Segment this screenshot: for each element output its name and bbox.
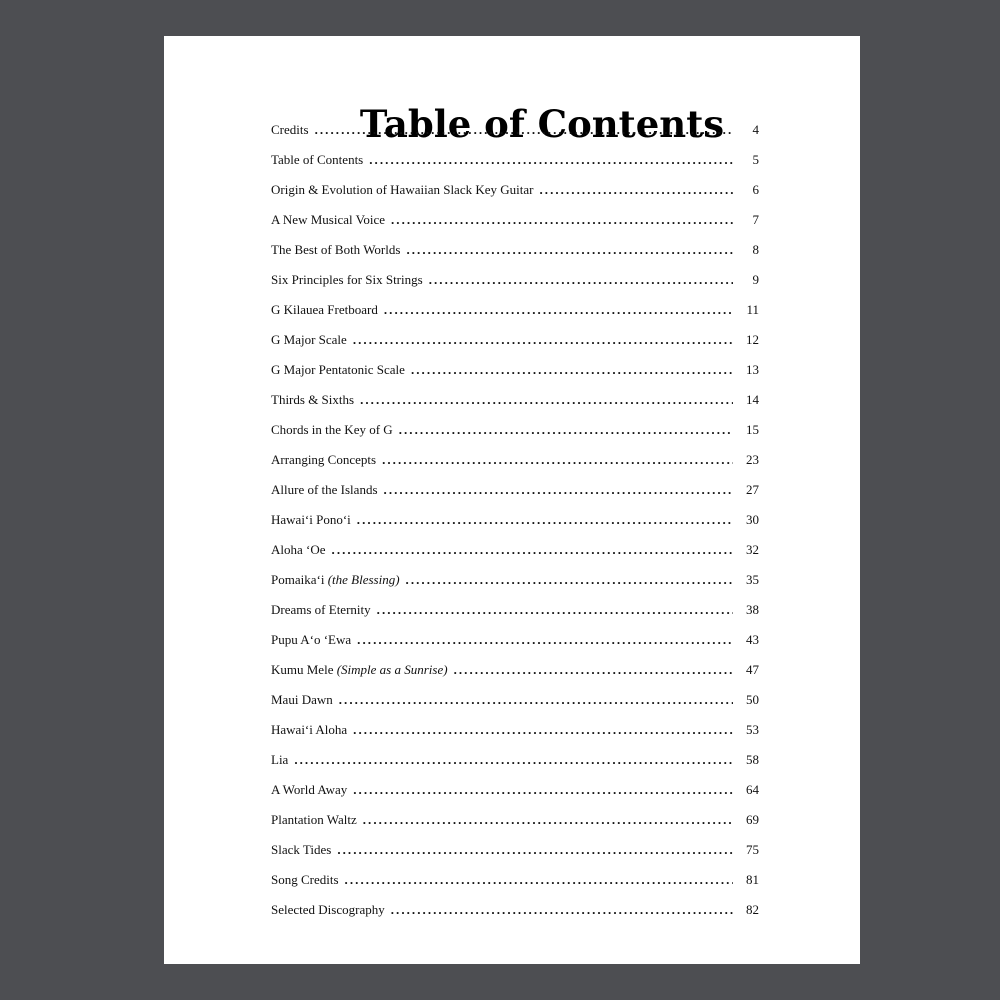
- dot-leader: [391, 210, 733, 230]
- dot-leader: [384, 480, 733, 500]
- toc-entry: [271, 240, 759, 270]
- toc-page-number: 15: [746, 422, 759, 437]
- dot-leader: [345, 870, 733, 890]
- toc-entry: [271, 870, 759, 900]
- toc-entry: [271, 510, 759, 540]
- toc-entry: [271, 420, 759, 450]
- toc-entry-title: Table of Contents: [271, 152, 364, 167]
- toc-page-number: 14: [746, 392, 759, 407]
- toc-entry: [271, 630, 759, 660]
- toc-entry-title: Origin & Evolution of Hawaiian Slack Key Guitar: [271, 182, 534, 197]
- toc-page-number: 13: [746, 362, 759, 377]
- toc-page-number: 64: [746, 782, 759, 797]
- dot-leader: [357, 510, 733, 530]
- toc-entry: [271, 300, 759, 330]
- toc-page-number: 9: [752, 272, 759, 287]
- dot-leader: [353, 780, 733, 800]
- toc-entry: [271, 150, 759, 180]
- dot-leader: [539, 180, 733, 200]
- toc-entry-title: Selected Discography: [271, 902, 385, 917]
- dot-leader: [337, 840, 733, 860]
- toc-entry-title: Lia: [271, 752, 289, 767]
- toc-entry-title: Hawai‘i Pono‘i: [271, 512, 351, 527]
- toc-entry-title: Pupu A‘o ‘Ewa: [271, 632, 352, 647]
- toc-entry: [271, 840, 759, 870]
- toc-entry-title: Dreams of Eternity: [271, 602, 371, 617]
- dot-leader: [454, 660, 733, 680]
- toc-page-number: 58: [746, 752, 759, 767]
- toc-entry: [271, 120, 759, 150]
- toc-page-number: 69: [746, 812, 759, 827]
- toc-entry-title: G Major Scale: [271, 332, 347, 347]
- dot-leader: [353, 720, 733, 740]
- toc-entry: [271, 570, 759, 600]
- toc-page-number: 5: [752, 152, 759, 167]
- dot-leader: [406, 240, 733, 260]
- toc-page-number: 82: [746, 902, 759, 917]
- toc-entry: [271, 360, 759, 390]
- dot-leader: [339, 690, 733, 710]
- toc-entry-title: Plantation Waltz: [271, 812, 357, 827]
- toc-entry-title: Maui Dawn: [271, 692, 333, 707]
- toc-entry-title: Song Credits: [271, 872, 339, 887]
- toc-entry: [271, 480, 759, 510]
- dot-leader: [382, 450, 733, 470]
- toc-page-number: 32: [746, 542, 759, 557]
- dot-leader: [357, 630, 733, 650]
- dot-leader: [363, 810, 733, 830]
- toc-page-number: 6: [752, 182, 759, 197]
- toc-entry-title: Hawai‘i Aloha: [271, 722, 348, 737]
- toc-entry-title: Allure of the Islands: [271, 482, 378, 497]
- toc-entry: [271, 690, 759, 720]
- dot-leader: [353, 330, 733, 350]
- toc-entry-title: Thirds & Sixths: [271, 392, 355, 407]
- toc-entry-title: G Major Pentatonic Scale: [271, 362, 405, 377]
- toc-entry: [271, 210, 759, 240]
- toc-entry-title: G Kilauea Fretboard: [271, 302, 378, 317]
- toc-entry-title: Kumu Mele (Simple as a Sunrise): [271, 662, 448, 677]
- dot-leader: [429, 270, 733, 290]
- toc-page-number: 47: [746, 662, 759, 677]
- dot-leader: [399, 420, 733, 440]
- toc-entry: [271, 180, 759, 210]
- toc-entry-title: The Best of Both Worlds: [271, 242, 401, 257]
- toc-entry-title: Six Principles for Six Strings: [271, 272, 423, 287]
- toc-page-number: 8: [752, 242, 759, 257]
- toc-page-number: 27: [746, 482, 759, 497]
- toc-entry: [271, 270, 759, 300]
- toc-page-number: 53: [746, 722, 759, 737]
- toc-page-number: 50: [746, 692, 759, 707]
- toc-entry-title: A World Away: [271, 782, 348, 797]
- toc-page-number: 30: [746, 512, 759, 527]
- toc-entry: [271, 900, 759, 930]
- toc-page-number: 38: [746, 602, 759, 617]
- dot-leader: [391, 900, 733, 920]
- toc-entry-title: Slack Tides: [271, 842, 332, 857]
- toc-entry-title: Pomaika‘i (the Blessing): [271, 572, 400, 587]
- toc-entry: [271, 330, 759, 360]
- toc-entry: [271, 810, 759, 840]
- toc-entry: [271, 660, 759, 690]
- dot-leader: [406, 570, 733, 590]
- toc-page-number: 11: [746, 302, 759, 317]
- toc-page-number: 81: [746, 872, 759, 887]
- toc-page-number: 7: [752, 212, 759, 227]
- page-title: Table of Contents: [359, 102, 725, 146]
- dot-leader: [377, 600, 733, 620]
- toc-entry-subtitle: (the Blessing): [327, 572, 400, 587]
- toc-entry: [271, 780, 759, 810]
- document-page: [164, 36, 860, 964]
- toc-entry: [271, 720, 759, 750]
- toc-entry-title: A New Musical Voice: [271, 212, 385, 227]
- toc-page-number: 23: [746, 452, 759, 467]
- toc-entry: [271, 750, 759, 780]
- toc-entry: [271, 390, 759, 420]
- toc-page-number: 43: [746, 632, 759, 647]
- toc-entry: [271, 450, 759, 480]
- toc-list: [271, 120, 759, 930]
- toc-entry: [271, 540, 759, 570]
- dot-leader: [411, 360, 733, 380]
- dot-leader: [384, 300, 733, 320]
- toc-entry-title: Chords in the Key of G: [271, 422, 393, 437]
- dot-leader: [369, 150, 733, 170]
- toc-entry-title: Credits: [271, 122, 309, 137]
- toc-page-number: 35: [746, 572, 759, 587]
- dot-leader: [294, 750, 733, 770]
- toc-page-number: 12: [746, 332, 759, 347]
- toc-entry-title: Arranging Concepts: [271, 452, 377, 467]
- dot-leader: [315, 120, 733, 140]
- toc-entry-subtitle: (Simple as a Sunrise): [336, 662, 448, 677]
- toc-page-number: 75: [746, 842, 759, 857]
- toc-entry: [271, 600, 759, 630]
- toc-entry-title: Aloha ‘Oe: [271, 542, 326, 557]
- toc-page-number: 4: [752, 122, 759, 137]
- dot-leader: [360, 390, 733, 410]
- dot-leader: [332, 540, 733, 560]
